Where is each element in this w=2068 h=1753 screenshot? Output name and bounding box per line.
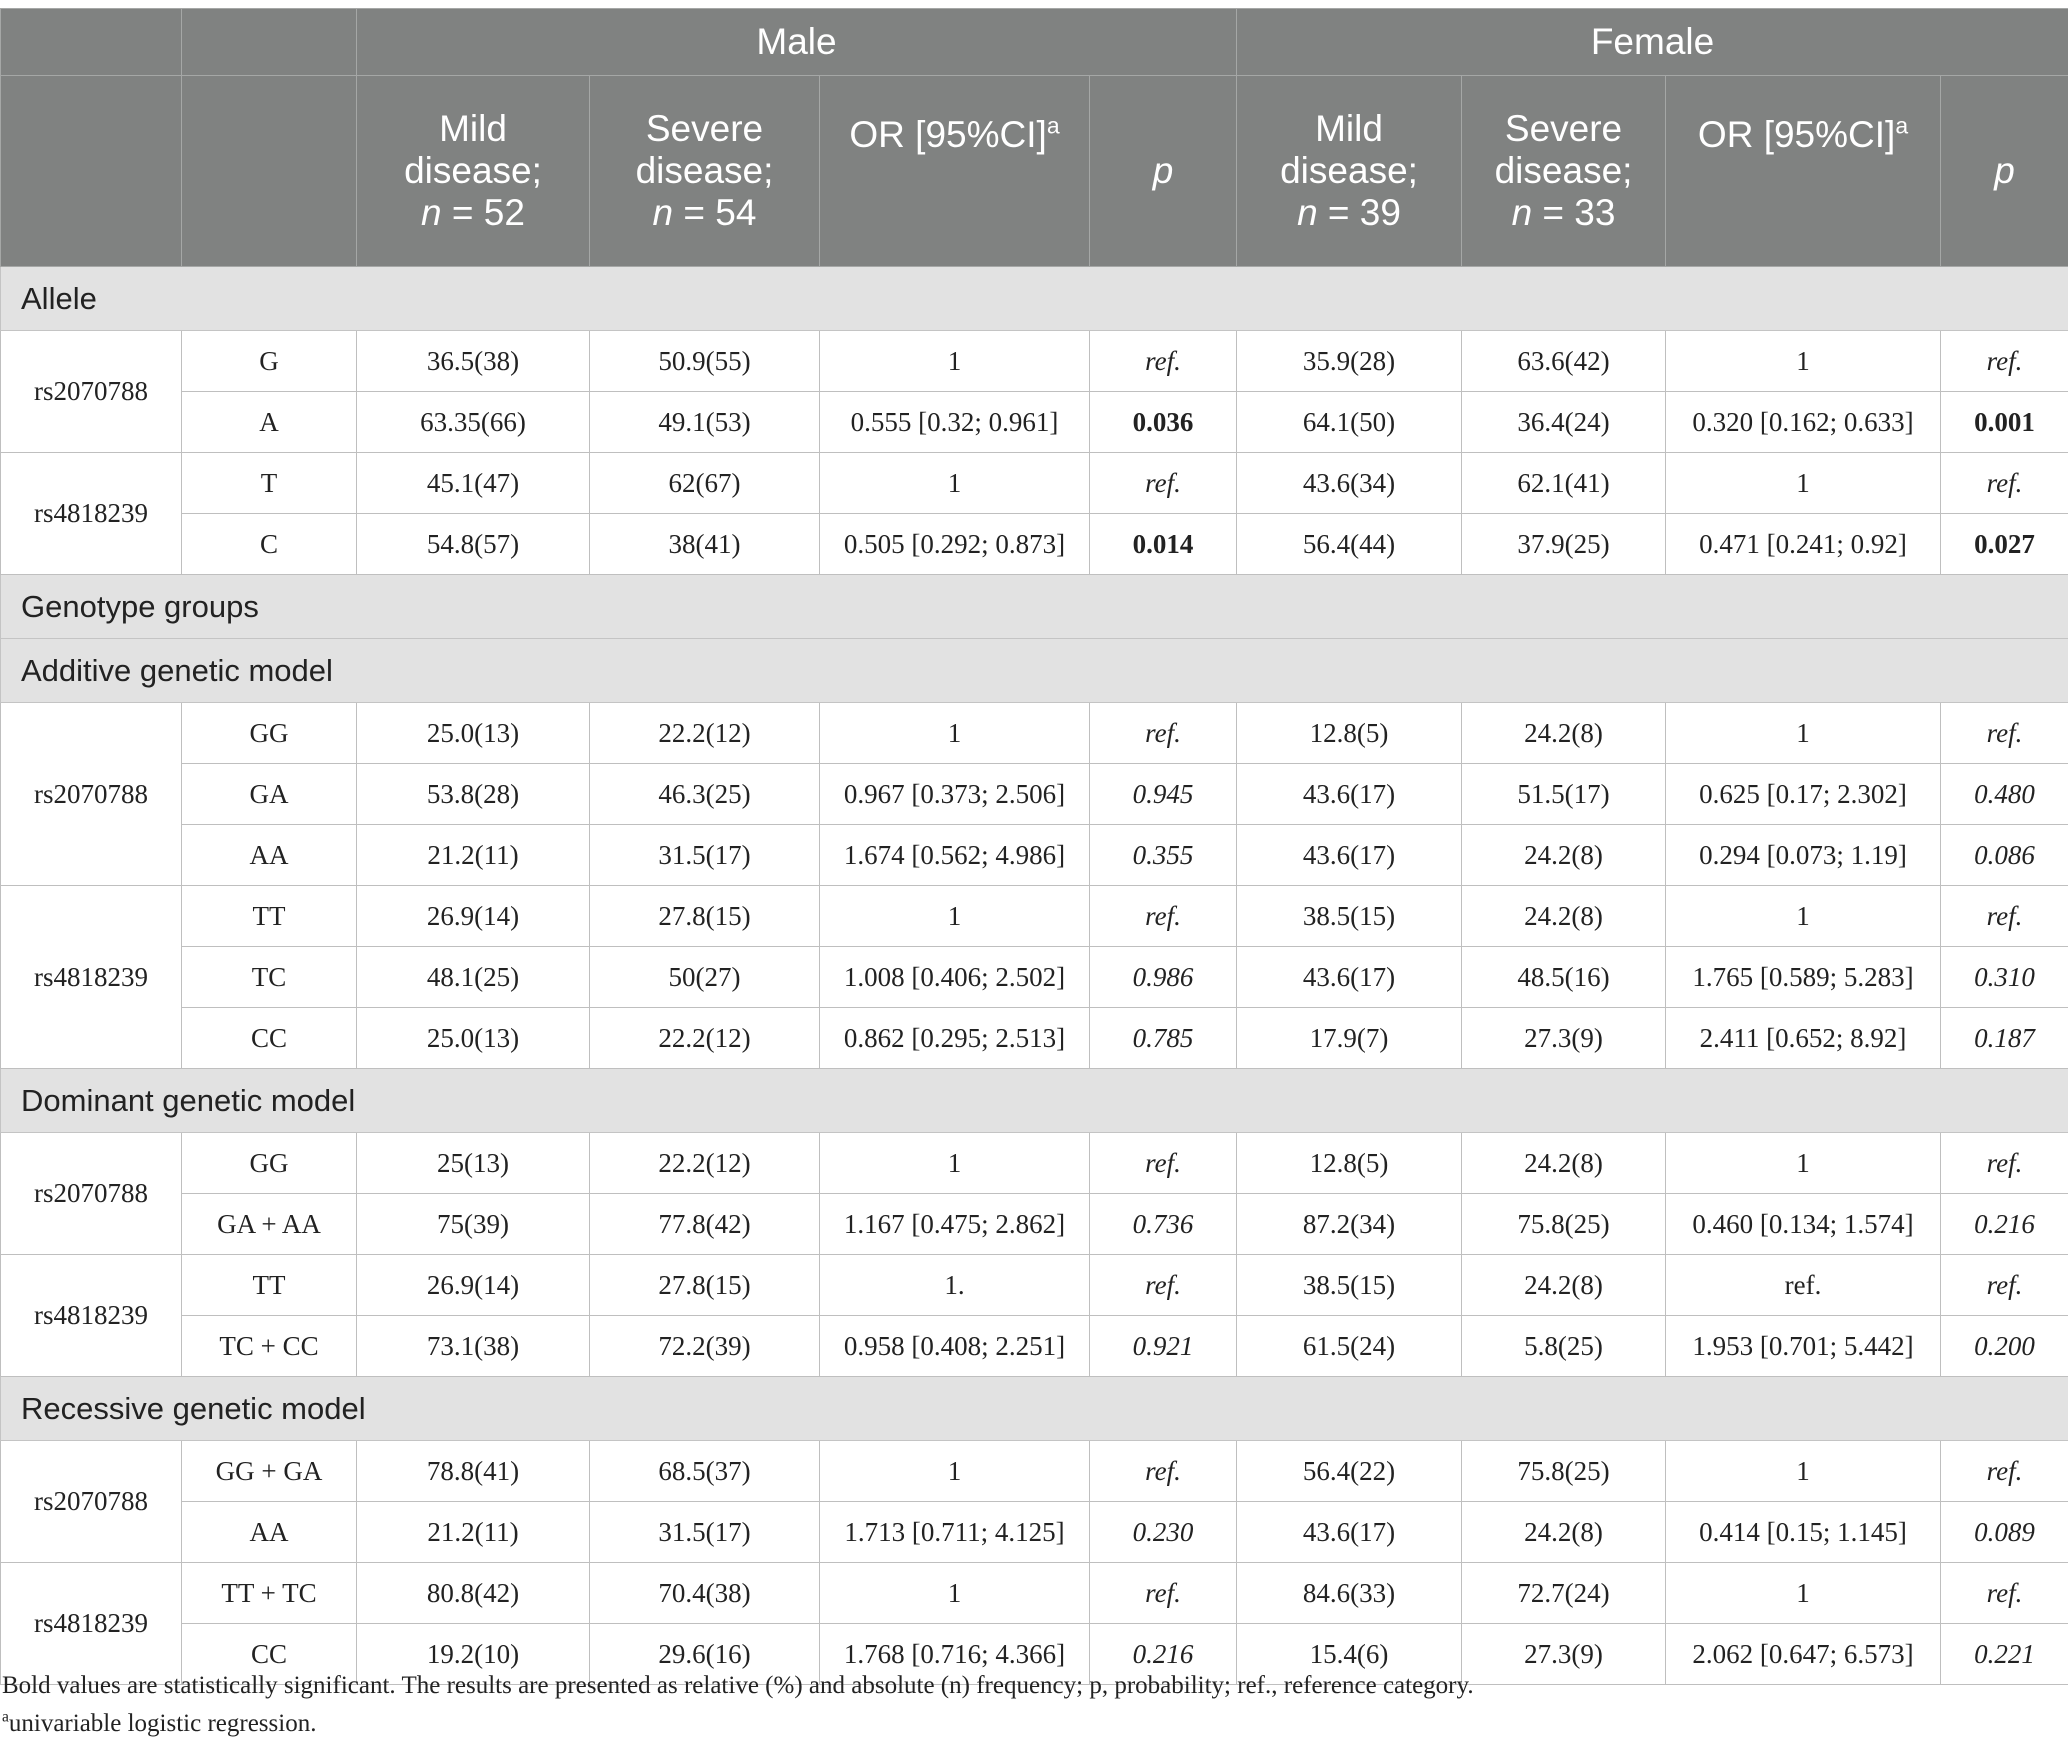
male-severe-cell: 50.9(55) [590,331,820,392]
footnote-bold: Bold values are statistically significant. The results are presented as relative (%) and absolute (n) frequency; p, probability; ref., reference category. [2,1672,1474,1699]
male-or-cell: 1 [820,1563,1090,1624]
female-severe-cell: 24.2(8) [1462,1502,1666,1563]
header-male: Male [357,9,1237,76]
section-title: Genotype groups [1,575,2068,639]
male-mild-cell: 26.9(14) [357,886,590,947]
male-mild-cell: 53.8(28) [357,764,590,825]
male-mild-cell: 78.8(41) [357,1441,590,1502]
header-male-severe [590,76,820,267]
female-mild-cell: 43.6(17) [1237,825,1462,886]
female-severe-cell: 24.2(8) [1462,1133,1666,1194]
table-row [1,1133,2068,1194]
header-blank-genotype [182,9,357,76]
genotype-cell: GA [182,764,357,825]
male-p-cell: 0.736 [1090,1194,1237,1255]
male-or-cell: 0.862 [0.295; 2.513] [820,1008,1090,1069]
male-p-cell: ref. [1090,1255,1237,1316]
header-female-mild [1237,76,1462,267]
genotype-cell: GG [182,1133,357,1194]
female-mild-cell: 84.6(33) [1237,1563,1462,1624]
female-severe-cell: 24.2(8) [1462,1255,1666,1316]
female-severe-cell: 63.6(42) [1462,331,1666,392]
header-female-mild-n: = 39 [1327,192,1401,233]
table-row [1,703,2068,764]
male-p-cell: ref. [1090,703,1237,764]
female-mild-cell: 35.9(28) [1237,331,1462,392]
male-severe-cell: 31.5(17) [590,1502,820,1563]
female-or-cell: 2.062 [0.647; 6.573] [1666,1624,1941,1685]
genotype-cell: G [182,331,357,392]
male-severe-cell: 38(41) [590,514,820,575]
header-severe-disease: disease; [1494,150,1633,191]
male-severe-cell: 70.4(38) [590,1563,820,1624]
female-severe-cell: 36.4(24) [1462,392,1666,453]
female-mild-cell: 64.1(50) [1237,392,1462,453]
female-mild-cell: 61.5(24) [1237,1316,1462,1377]
header-or-label: OR [95%CI] [1697,114,1896,155]
male-mild-cell: 75(39) [357,1194,590,1255]
section-row [1,267,2068,331]
table-row [1,1194,2068,1255]
male-p-cell: 0.230 [1090,1502,1237,1563]
genotype-cell: TC + CC [182,1316,357,1377]
male-p-cell: ref. [1090,886,1237,947]
male-or-cell: 1 [820,703,1090,764]
male-or-cell: 0.505 [0.292; 0.873] [820,514,1090,575]
female-severe-cell: 27.3(9) [1462,1624,1666,1685]
header-mild-disease: disease; [1280,150,1418,191]
male-mild-cell: 21.2(11) [357,1502,590,1563]
female-or-cell: 1 [1666,453,1941,514]
table-row [1,453,2068,514]
male-p-cell: ref. [1090,453,1237,514]
male-mild-cell: 25.0(13) [357,703,590,764]
results-table [0,8,2068,1685]
header-male-mild-n: = 52 [451,192,525,233]
male-severe-cell: 22.2(12) [590,703,820,764]
header-blank-snp-2 [1,76,182,267]
header-n: n [421,192,442,233]
section-title: Recessive genetic model [1,1377,2068,1441]
female-severe-cell: 24.2(8) [1462,703,1666,764]
header-male-severe-n: = 54 [683,192,757,233]
male-or-cell: 0.555 [0.32; 0.961] [820,392,1090,453]
female-p-cell: ref. [1941,1255,2068,1316]
male-severe-cell: 77.8(42) [590,1194,820,1255]
table-row [1,514,2068,575]
footnote-a-text: univariable logistic regression. [8,1710,317,1737]
male-or-cell: 1.768 [0.716; 4.366] [820,1624,1090,1685]
header-female-p [1941,76,2068,267]
male-or-cell: 1 [820,1441,1090,1502]
female-severe-cell: 51.5(17) [1462,764,1666,825]
female-or-cell: 1 [1666,1563,1941,1624]
female-mild-cell: 12.8(5) [1237,703,1462,764]
table-row [1,1316,2068,1377]
table-row [1,331,2068,392]
female-or-cell: 0.460 [0.134; 1.574] [1666,1194,1941,1255]
female-severe-cell: 24.2(8) [1462,886,1666,947]
male-p-cell: ref. [1090,1441,1237,1502]
male-mild-cell: 48.1(25) [357,947,590,1008]
male-or-cell: 1.713 [0.711; 4.125] [820,1502,1090,1563]
header-or-sup: a [1046,112,1060,139]
female-mild-cell: 56.4(44) [1237,514,1462,575]
female-p-cell: 0.089 [1941,1502,2068,1563]
male-mild-cell: 21.2(11) [357,825,590,886]
table-row [1,825,2068,886]
table-row [1,886,2068,947]
male-p-cell: ref. [1090,331,1237,392]
male-or-cell: 1. [820,1255,1090,1316]
female-or-cell: 0.320 [0.162; 0.633] [1666,392,1941,453]
female-severe-cell: 24.2(8) [1462,825,1666,886]
female-or-cell: 0.414 [0.15; 1.145] [1666,1502,1941,1563]
male-mild-cell: 36.5(38) [357,331,590,392]
male-p-cell: 0.986 [1090,947,1237,1008]
female-severe-cell: 48.5(16) [1462,947,1666,1008]
section-row [1,639,2068,703]
female-or-cell: ref. [1666,1255,1941,1316]
header-n: n [652,192,674,233]
male-mild-cell: 25.0(13) [357,1008,590,1069]
male-p-cell: 0.785 [1090,1008,1237,1069]
snp-cell: rs4818239 [1,1255,182,1377]
female-p-cell: ref. [1941,1563,2068,1624]
header-p-label: p [1152,150,1174,191]
snp-cell: rs4818239 [1,1563,182,1685]
male-p-cell: ref. [1090,1563,1237,1624]
header-blank-genotype-2 [182,76,357,267]
female-p-cell: 0.187 [1941,1008,2068,1069]
table-row [1,1255,2068,1316]
genotype-cell: TT [182,1255,357,1316]
header-mild-word: Mild [1315,108,1383,149]
female-or-cell: 1 [1666,331,1941,392]
male-or-cell: 1.008 [0.406; 2.502] [820,947,1090,1008]
genotype-cell: CC [182,1624,357,1685]
female-p-cell: ref. [1941,453,2068,514]
female-severe-cell: 62.1(41) [1462,453,1666,514]
snp-cell: rs4818239 [1,453,182,575]
section-title: Additive genetic model [1,639,2068,703]
female-mild-cell: 87.2(34) [1237,1194,1462,1255]
header-male-mild [357,76,590,267]
female-mild-cell: 43.6(34) [1237,453,1462,514]
male-severe-cell: 46.3(25) [590,764,820,825]
section-row [1,575,2068,639]
female-mild-cell: 43.6(17) [1237,1502,1462,1563]
header-female-or [1666,76,1941,267]
female-or-cell: 0.625 [0.17; 2.302] [1666,764,1941,825]
male-severe-cell: 27.8(15) [590,886,820,947]
genotype-cell: TT [182,886,357,947]
male-p-cell: ref. [1090,1133,1237,1194]
genotype-cell: TT + TC [182,1563,357,1624]
male-or-cell: 1.674 [0.562; 4.986] [820,825,1090,886]
male-severe-cell: 72.2(39) [590,1316,820,1377]
female-p-cell: ref. [1941,886,2068,947]
female-mild-cell: 43.6(17) [1237,764,1462,825]
male-or-cell: 0.958 [0.408; 2.251] [820,1316,1090,1377]
header-male-or [820,76,1090,267]
genotype-cell: AA [182,1502,357,1563]
female-p-cell: ref. [1941,1133,2068,1194]
header-severe-word: Severe [645,108,764,149]
genotype-cell: AA [182,825,357,886]
table-row [1,1008,2068,1069]
female-p-cell: 0.221 [1941,1624,2068,1685]
male-severe-cell: 29.6(16) [590,1624,820,1685]
male-or-cell: 0.967 [0.373; 2.506] [820,764,1090,825]
female-p-cell: 0.086 [1941,825,2068,886]
snp-cell: rs2070788 [1,1441,182,1563]
genotype-cell: GA + AA [182,1194,357,1255]
genotype-cell: CC [182,1008,357,1069]
header-blank-snp [1,9,182,76]
female-mild-cell: 38.5(15) [1237,886,1462,947]
female-mild-cell: 17.9(7) [1237,1008,1462,1069]
male-mild-cell: 26.9(14) [357,1255,590,1316]
genotype-cell: T [182,453,357,514]
header-n: n [1511,192,1533,233]
header-severe-word: Severe [1504,108,1623,149]
header-female: Female [1237,9,2068,76]
section-row [1,1377,2068,1441]
male-p-cell: 0.216 [1090,1624,1237,1685]
female-or-cell: 1.953 [0.701; 5.442] [1666,1316,1941,1377]
male-mild-cell: 25(13) [357,1133,590,1194]
snp-cell: rs2070788 [1,331,182,453]
male-severe-cell: 49.1(53) [590,392,820,453]
genotype-cell: A [182,392,357,453]
female-or-cell: 1 [1666,886,1941,947]
table-row [1,1502,2068,1563]
header-mild-word: Mild [439,108,507,149]
genotype-cell: C [182,514,357,575]
male-or-cell: 1.167 [0.475; 2.862] [820,1194,1090,1255]
male-severe-cell: 22.2(12) [590,1133,820,1194]
table-body [1,267,2068,1685]
female-p-cell: 0.027 [1941,514,2068,575]
female-p-cell: 0.001 [1941,392,2068,453]
female-mild-cell: 43.6(17) [1237,947,1462,1008]
male-severe-cell: 31.5(17) [590,825,820,886]
female-severe-cell: 75.8(25) [1462,1441,1666,1502]
male-mild-cell: 73.1(38) [357,1316,590,1377]
footnote-sup: a [2,1708,9,1726]
male-mild-cell: 80.8(42) [357,1563,590,1624]
female-or-cell: 0.471 [0.241; 0.92] [1666,514,1941,575]
female-p-cell: 0.310 [1941,947,2068,1008]
male-severe-cell: 27.8(15) [590,1255,820,1316]
header-or-label: OR [95%CI] [849,114,1047,155]
female-or-cell: 1.765 [0.589; 5.283] [1666,947,1941,1008]
male-p-cell: 0.014 [1090,514,1237,575]
female-or-cell: 2.411 [0.652; 8.92] [1666,1008,1941,1069]
female-severe-cell: 75.8(25) [1462,1194,1666,1255]
male-severe-cell: 62(67) [590,453,820,514]
female-severe-cell: 27.3(9) [1462,1008,1666,1069]
female-mild-cell: 15.4(6) [1237,1624,1462,1685]
female-severe-cell: 5.8(25) [1462,1316,1666,1377]
section-title: Allele [1,267,2068,331]
male-p-cell: 0.036 [1090,392,1237,453]
snp-cell: rs4818239 [1,886,182,1069]
header-severe-disease: disease; [635,150,774,191]
female-mild-cell: 12.8(5) [1237,1133,1462,1194]
header-male-p [1090,76,1237,267]
female-or-cell: 1 [1666,1441,1941,1502]
female-p-cell: 0.480 [1941,764,2068,825]
header-female-severe-n: = 33 [1542,192,1616,233]
genotype-cell: TC [182,947,357,1008]
male-mild-cell: 19.2(10) [357,1624,590,1685]
male-severe-cell: 22.2(12) [590,1008,820,1069]
female-or-cell: 1 [1666,703,1941,764]
male-severe-cell: 50(27) [590,947,820,1008]
table-row [1,1441,2068,1502]
section-title: Dominant genetic model [1,1069,2068,1133]
male-or-cell: 1 [820,331,1090,392]
table-row [1,392,2068,453]
female-severe-cell: 72.7(24) [1462,1563,1666,1624]
female-p-cell: ref. [1941,703,2068,764]
female-p-cell: ref. [1941,1441,2068,1502]
table-row [1,1563,2068,1624]
male-severe-cell: 68.5(37) [590,1441,820,1502]
male-p-cell: 0.921 [1090,1316,1237,1377]
header-p-label: p [1994,150,2015,191]
genotype-cell: GG [182,703,357,764]
snp-cell: rs2070788 [1,703,182,886]
male-or-cell: 1 [820,453,1090,514]
female-severe-cell: 37.9(25) [1462,514,1666,575]
female-p-cell: 0.200 [1941,1316,2068,1377]
snp-cell: rs2070788 [1,1133,182,1255]
male-mild-cell: 63.35(66) [357,392,590,453]
female-or-cell: 1 [1666,1133,1941,1194]
header-mild-disease: disease; [404,150,542,191]
footnote-a [2,1710,316,1738]
male-p-cell: 0.945 [1090,764,1237,825]
male-p-cell: 0.355 [1090,825,1237,886]
female-or-cell: 0.294 [0.073; 1.19] [1666,825,1941,886]
section-row [1,1069,2068,1133]
female-mild-cell: 56.4(22) [1237,1441,1462,1502]
male-mild-cell: 45.1(47) [357,453,590,514]
table-row [1,764,2068,825]
genotype-cell: GG + GA [182,1441,357,1502]
header-n: n [1297,192,1318,233]
female-mild-cell: 38.5(15) [1237,1255,1462,1316]
male-or-cell: 1 [820,886,1090,947]
female-p-cell: 0.216 [1941,1194,2068,1255]
header-female-severe [1462,76,1666,267]
table-row [1,947,2068,1008]
female-p-cell: ref. [1941,331,2068,392]
male-mild-cell: 54.8(57) [357,514,590,575]
male-or-cell: 1 [820,1133,1090,1194]
table-header [1,9,2068,267]
header-or-sup: a [1895,112,1909,139]
